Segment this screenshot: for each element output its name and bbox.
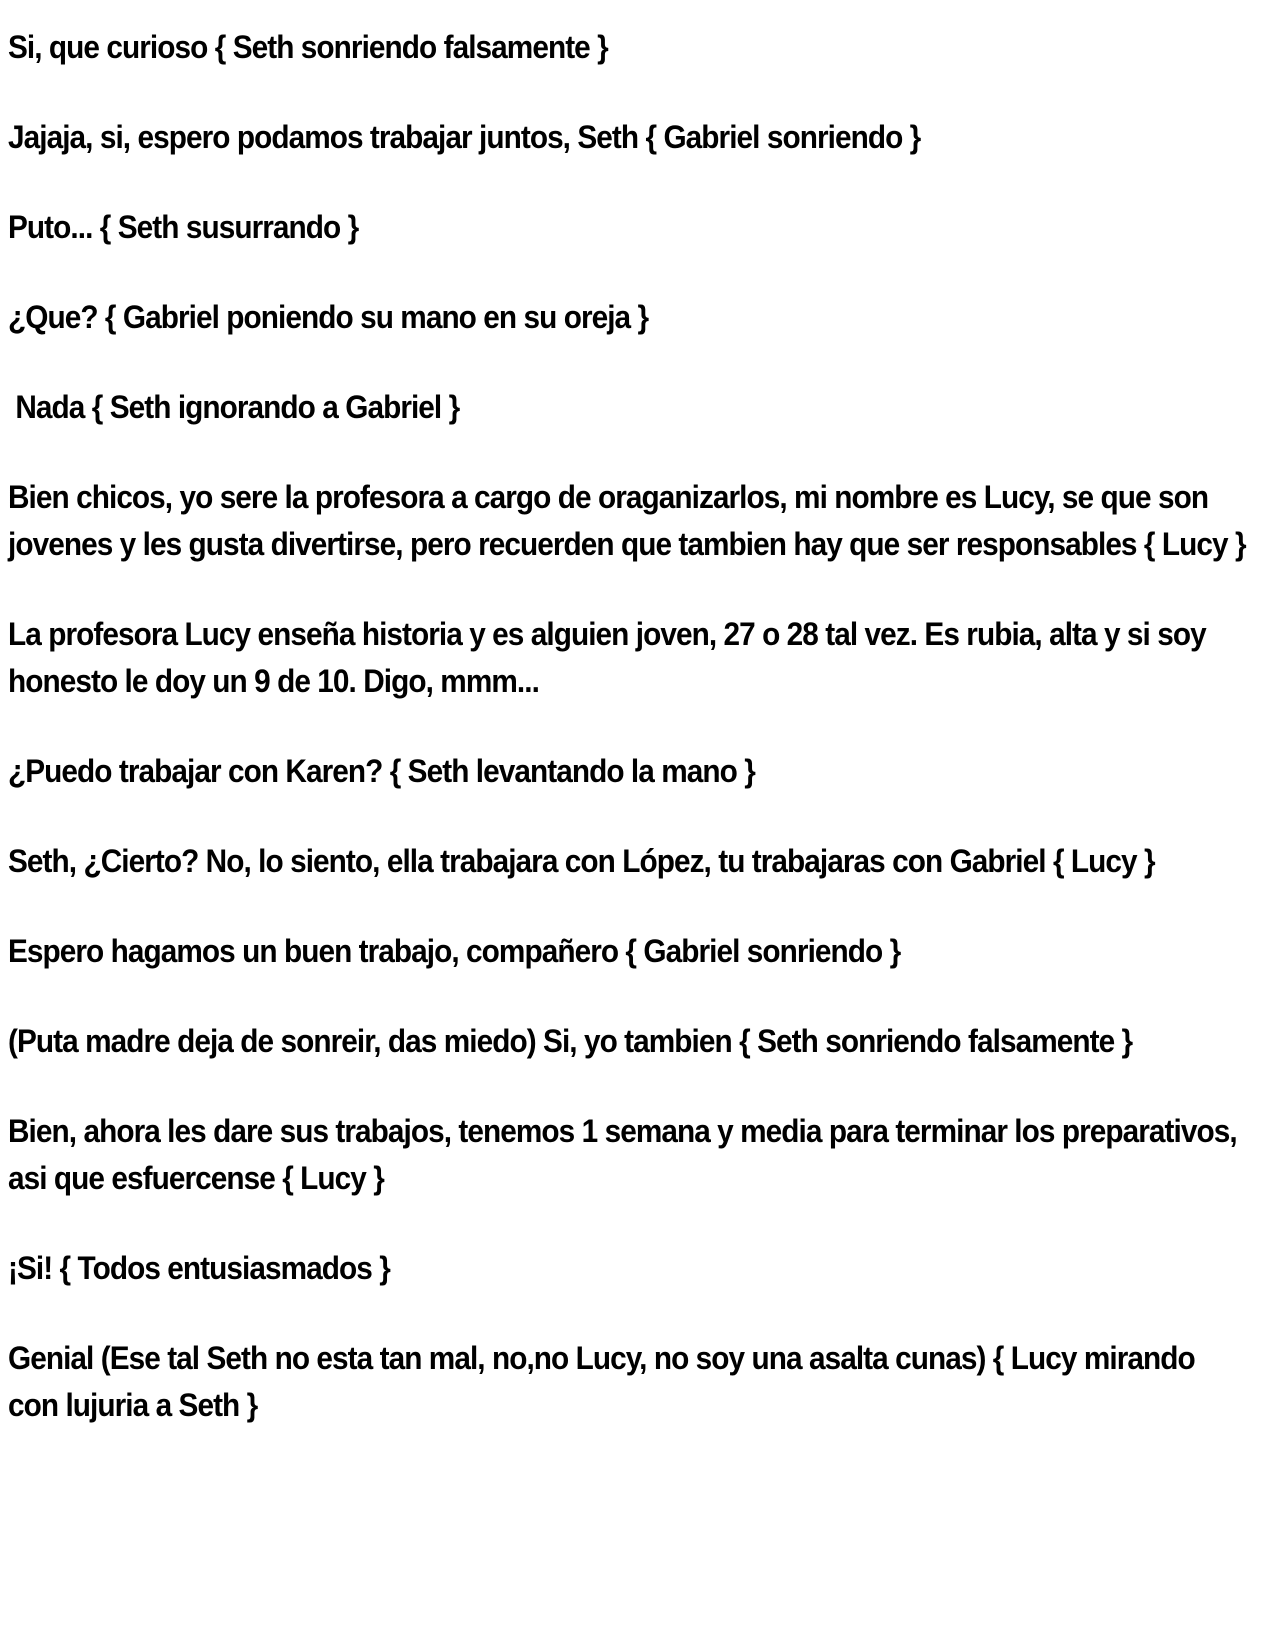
document-page [8, 24, 1263, 1472]
dialogue-line: Espero hagamos un buen trabajo, compañero { Gabriel sonriendo } [8, 933, 901, 969]
dialogue-paragraph: Genial (Ese tal Seth no esta tan mal, no,no Lucy, no soy una asalta cunas) { Lucy mirando con lujuria a Seth } [8, 1340, 1195, 1423]
dialogue-paragraph: (Puta madre deja de sonreir, das miedo) Si, yo tambien { Seth sonriendo falsamente } [8, 1023, 1133, 1059]
dialogue-paragraph: Bien chicos, yo sere la profesora a cargo de oraganizarlos, mi nombre es Lucy, se que son jovenes y les gusta divertirse, pero recuerden que tambien hay que ser responsables { Lucy } [8, 479, 1246, 562]
dialogue-paragraph: Bien, ahora les dare sus trabajos, tenemos 1 semana y media para terminar los preparativos, asi que esfuercense { Lucy } [8, 1113, 1237, 1196]
dialogue-line: Jajaja, si, espero podamos trabajar juntos, Seth { Gabriel sonriendo } [8, 119, 921, 155]
dialogue-line: Si, que curioso { Seth sonriendo falsamente } [8, 29, 608, 65]
narration-paragraph: La profesora Lucy enseña historia y es alguien joven, 27 o 28 tal vez. Es rubia, alta y si soy honesto le doy un 9 de 10. Digo, mmm... [8, 616, 1206, 699]
dialogue-line: ¡Si! { Todos entusiasmados } [8, 1250, 390, 1286]
dialogue-paragraph: Seth, ¿Cierto? No, lo siento, ella trabajara con López, tu trabajaras con Gabriel { Lucy } [8, 843, 1155, 879]
dialogue-line: ¿Que? { Gabriel poniendo su mano en su oreja } [8, 299, 649, 335]
dialogue-line: ¿Puedo trabajar con Karen? { Seth levantando la mano } [8, 753, 755, 789]
dialogue-line: Nada { Seth ignorando a Gabriel } [8, 389, 460, 425]
dialogue-line: Puto... { Seth susurrando } [8, 209, 359, 245]
